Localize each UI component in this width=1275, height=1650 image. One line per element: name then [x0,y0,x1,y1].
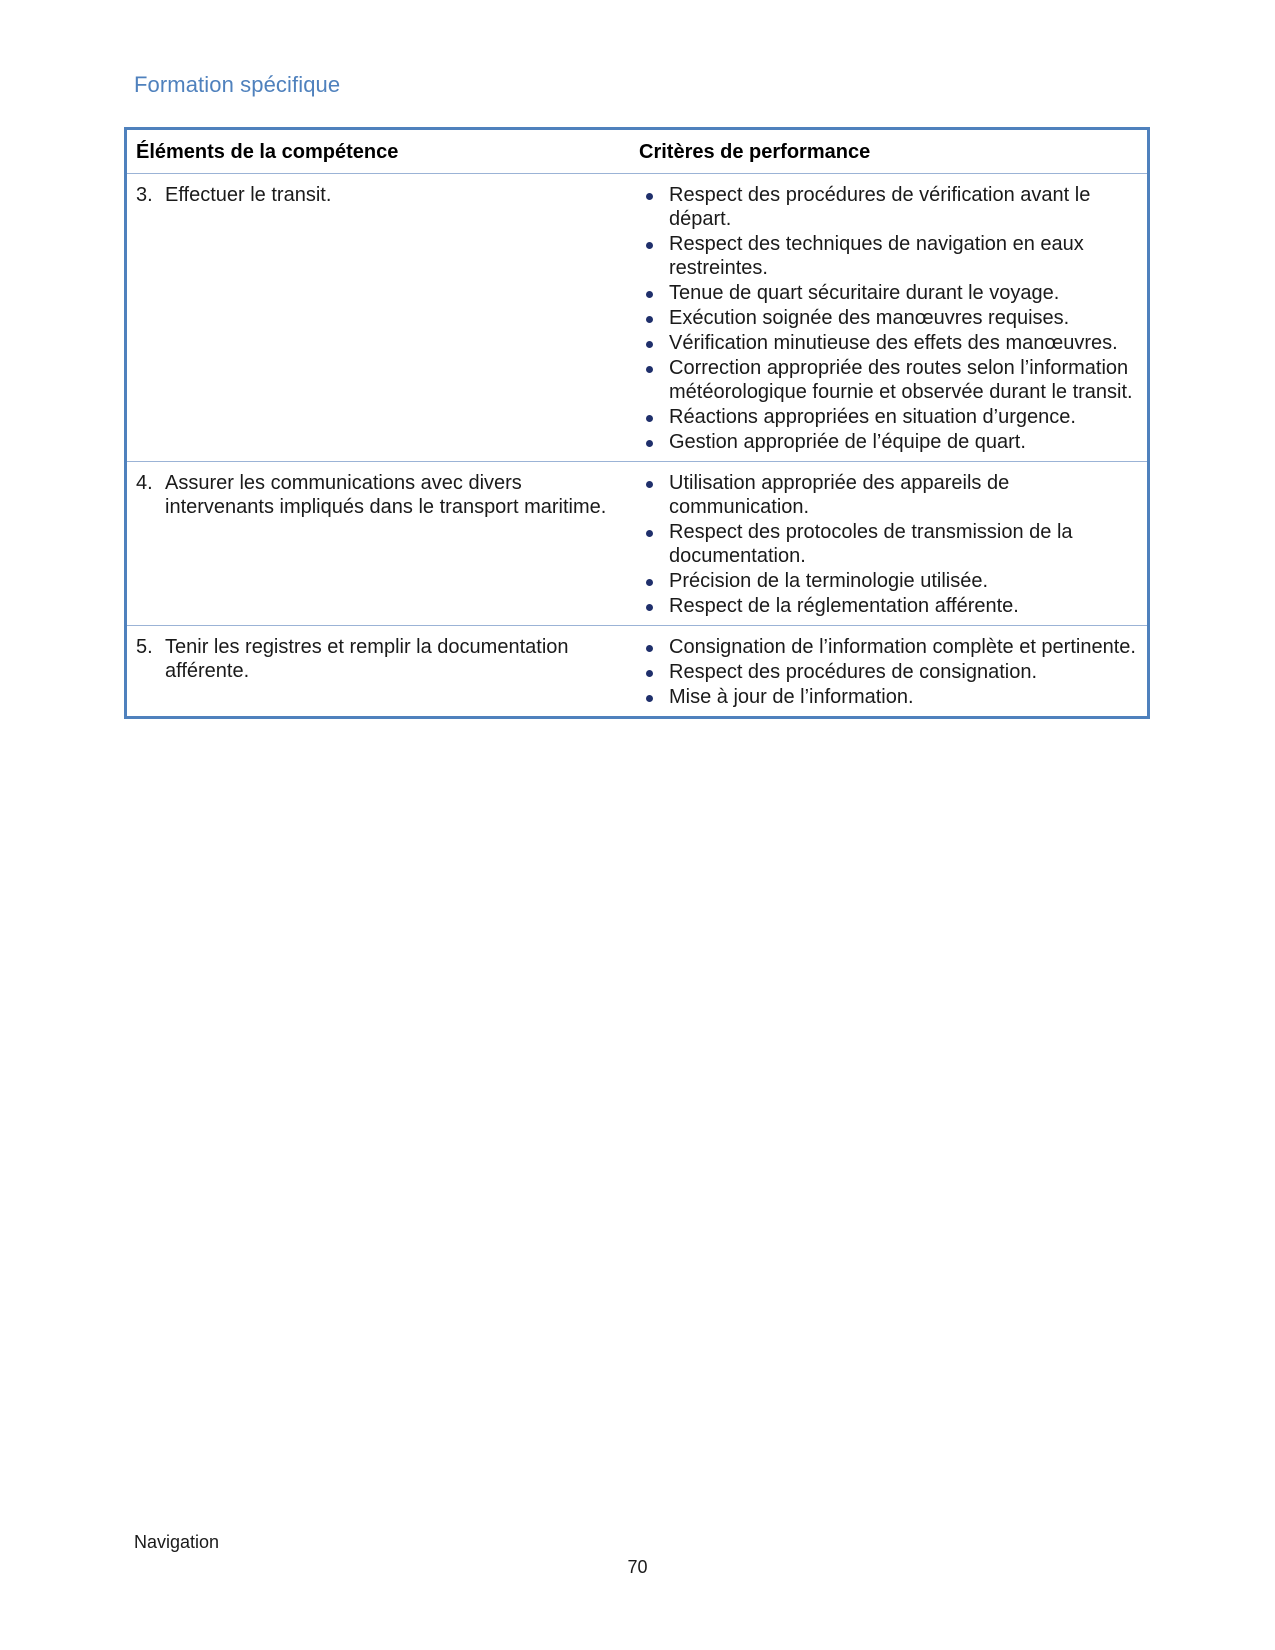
criteria-text: Tenue de quart sécuritaire durant le voyage. [669,282,1060,304]
bullet-icon [639,660,669,684]
bullet-icon [639,471,669,519]
criteria-item [639,183,1137,231]
bullet-icon [639,356,669,404]
criteria-text: Respect des techniques de navigation en eaux restreintes. [669,233,1084,279]
header-criteria: Critères de performance [639,141,871,163]
criteria-item [639,405,1137,429]
criteria-text: Respect des protocoles de transmission de la documentation. [669,521,1073,567]
bullet-icon [639,183,669,231]
table-row [127,625,1147,716]
criteria-text: Exécution soignée des manœuvres requises. [669,307,1070,329]
criteria-text: Utilisation appropriée des appareils de communication. [669,472,1010,518]
criteria-cell [638,462,1147,625]
table-row [127,461,1147,625]
bullet-icon [639,569,669,593]
criteria-cell [638,174,1147,461]
competence-table [124,127,1150,719]
criteria-item [639,635,1137,659]
page-number: 70 [627,1557,648,1577]
criteria-item [639,306,1137,330]
criteria-item [639,660,1137,684]
criteria-text: Précision de la terminologie utilisée. [669,570,989,592]
criteria-text: Respect des procédures de vérification avant le départ. [669,184,1091,230]
criteria-item [639,281,1137,305]
criteria-item [639,232,1137,280]
criteria-item [639,520,1137,568]
element-number: 3. [136,184,153,206]
criteria-item [639,569,1137,593]
criteria-list [639,183,1137,454]
bullet-icon [639,430,669,454]
criteria-text: Vérification minutieuse des effets des manœuvres. [669,332,1118,354]
criteria-text: Réactions appropriées en situation d’urgence. [669,406,1076,428]
criteria-item [639,331,1137,355]
bullet-icon [639,520,669,568]
criteria-text: Consignation de l’information complète et pertinente. [669,636,1136,658]
criteria-item [639,685,1137,709]
criteria-text: Correction appropriée des routes selon l’information météorologique fournie et observée durant le transit. [669,357,1133,403]
bullet-icon [639,635,669,659]
criteria-item [639,594,1137,618]
table-header-row [127,130,1147,173]
criteria-text: Mise à jour de l’information. [669,686,914,708]
element-text: Effectuer le transit. [165,184,332,206]
element-number: 4. [136,472,153,494]
element-cell [127,462,638,625]
criteria-list [639,635,1137,709]
element-text: Assurer les communications avec divers intervenants impliqués dans le transport maritime. [165,472,607,518]
bullet-icon [639,405,669,429]
element-cell [127,174,638,461]
criteria-text: Respect des procédures de consignation. [669,661,1038,683]
bullet-icon [639,281,669,305]
element-cell [127,626,638,716]
bullet-icon [639,306,669,330]
element-item [136,183,638,207]
criteria-text: Gestion appropriée de l’équipe de quart. [669,431,1026,453]
header-elements: Éléments de la compétence [136,141,399,163]
criteria-cell [638,626,1147,716]
element-number: 5. [136,636,153,658]
element-item [136,635,638,683]
table-row [127,173,1147,461]
bullet-icon [639,685,669,709]
criteria-list [639,471,1137,618]
criteria-item [639,356,1137,404]
section-title: Formation spécifique [134,72,341,97]
bullet-icon [639,331,669,355]
element-item [136,471,638,519]
criteria-text: Respect de la réglementation afférente. [669,595,1019,617]
bullet-icon [639,594,669,618]
criteria-item [639,430,1137,454]
footer-section-name: Navigation [134,1532,220,1552]
criteria-item [639,471,1137,519]
bullet-icon [639,232,669,280]
element-text: Tenir les registres et remplir la documentation afférente. [165,636,569,682]
